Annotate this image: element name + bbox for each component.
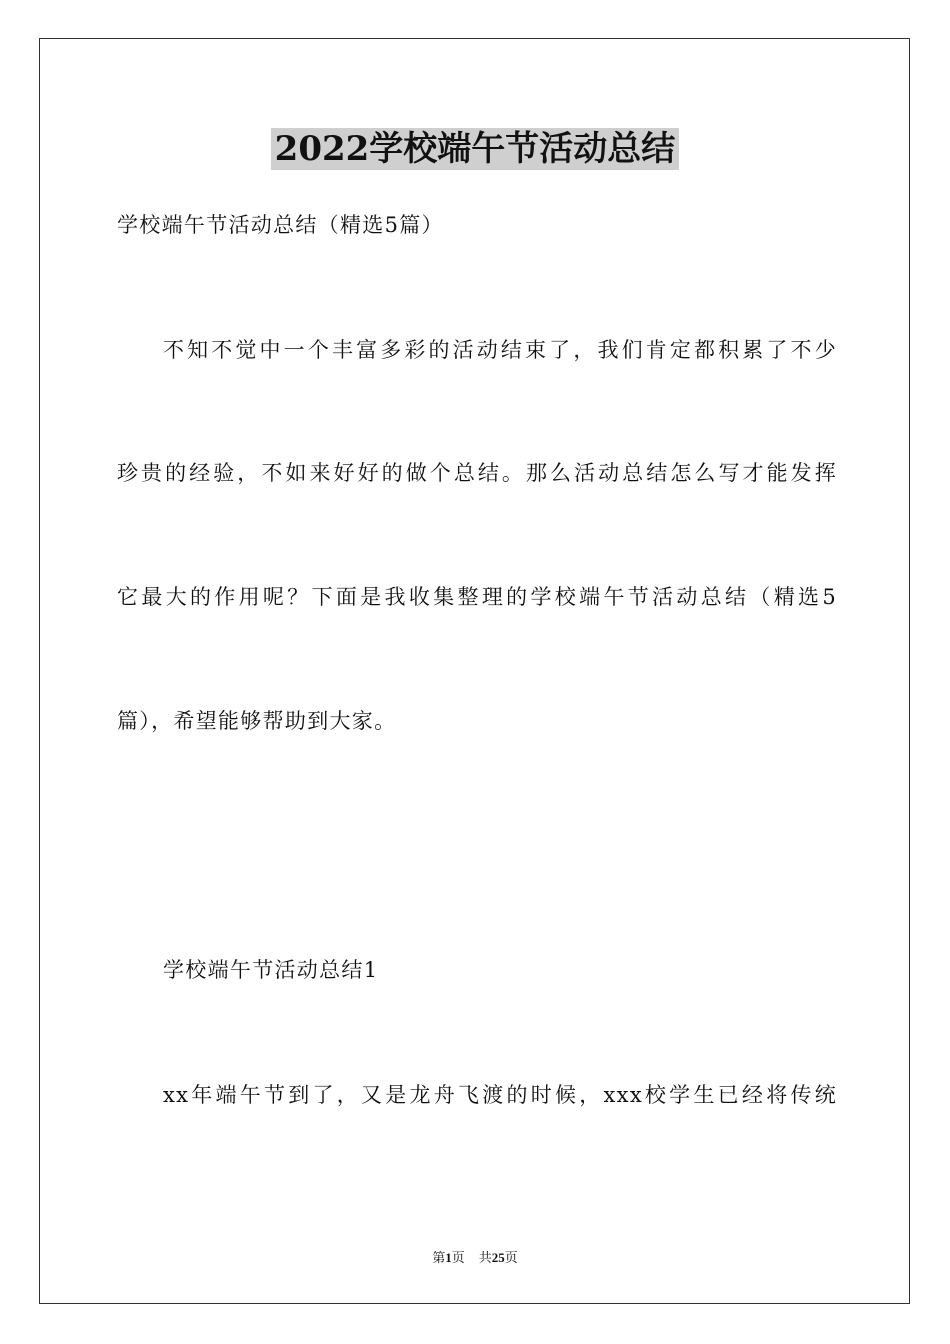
footer-total-pages: 25	[491, 1250, 505, 1265]
document-subtitle: 学校端午节活动总结（精选5篇）	[117, 213, 444, 237]
section-heading: 学校端午节活动总结1	[163, 958, 379, 982]
footer-page-prefix: 第	[432, 1250, 446, 1265]
intro-line-2: 珍贵的经验，不如来好好的做个总结。那么活动总结怎么写才能发挥	[117, 461, 837, 485]
intro-line-4: 篇），希望能够帮助到大家。	[117, 709, 397, 733]
footer-total-suffix: 页	[504, 1250, 518, 1265]
intro-line-1: 不知不觉中一个丰富多彩的活动结束了，我们肯定都积累了不少	[163, 338, 837, 362]
page-footer	[0, 1249, 950, 1267]
intro-line-3: 它最大的作用呢？下面是我收集整理的学校端午节活动总结（精选5	[117, 585, 837, 609]
document-title: 2022学校端午节活动总结	[271, 128, 680, 170]
footer-total-prefix: 共	[478, 1250, 492, 1265]
body-line-1: xx年端午节到了，又是龙舟飞渡的时候，xxx校学生已经将传统	[163, 1083, 837, 1107]
footer-page-number: 1	[445, 1250, 452, 1265]
document-title-wrap	[0, 128, 950, 172]
footer-page-suffix: 页	[451, 1250, 465, 1265]
